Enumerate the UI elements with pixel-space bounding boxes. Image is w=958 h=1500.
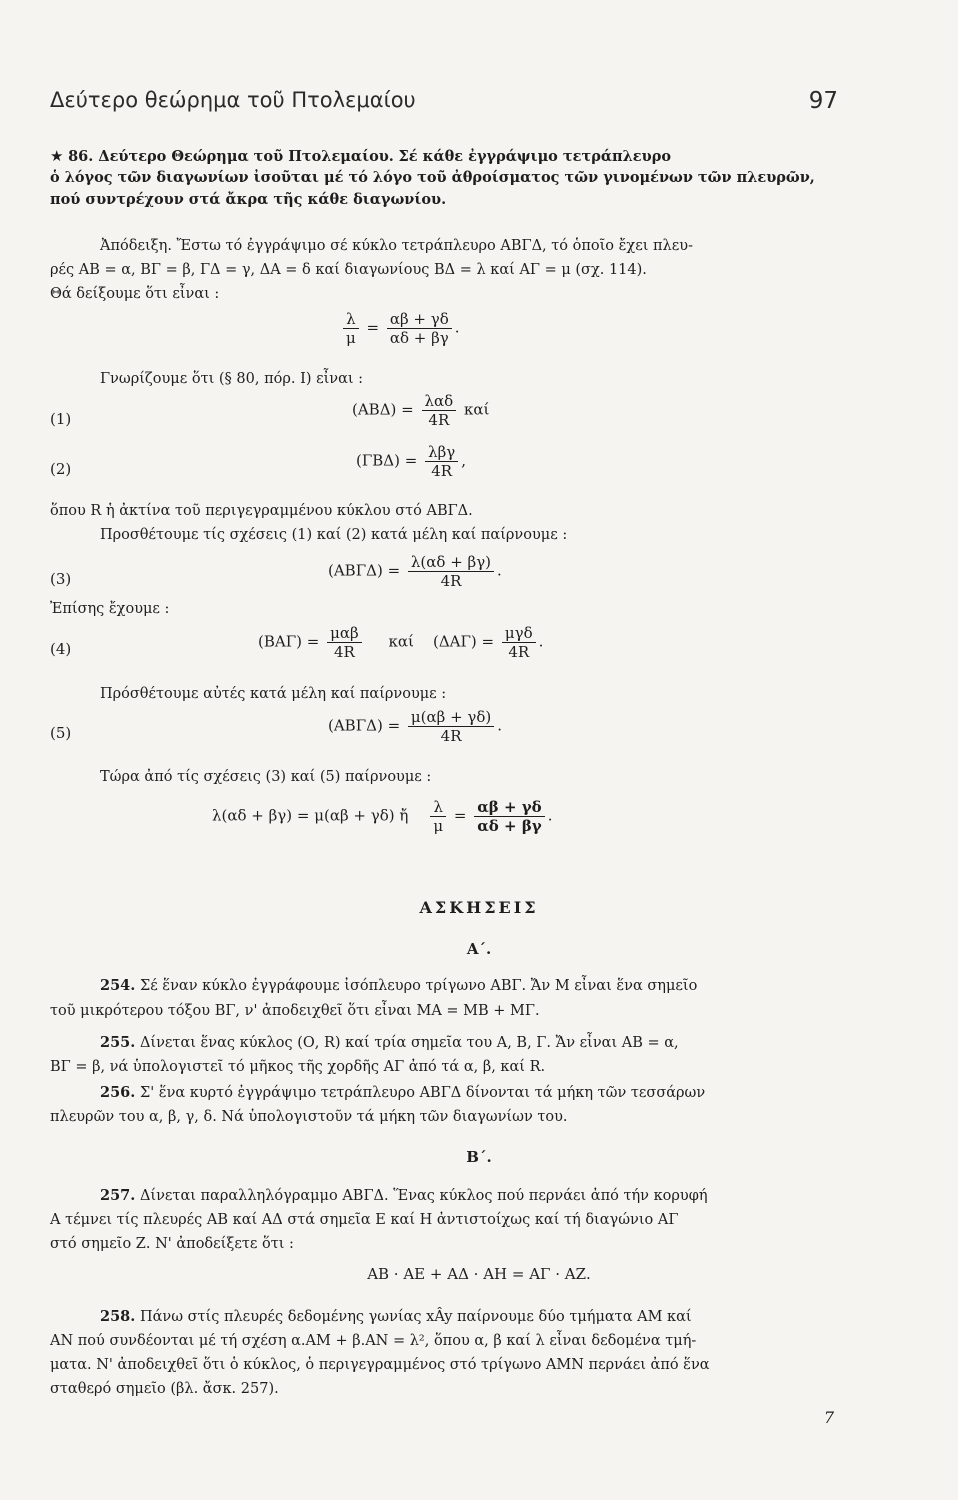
exercise-258-line-3: ματα. Ν' ἀποδειχθεῖ ὅτι ὁ κύκλος, ὁ περιγεγραμμένος στό τρίγωνο ΑΜΝ περνάει ἀπό ἕνα bbox=[50, 1357, 710, 1373]
exercise-group-b: Β΄. bbox=[466, 1148, 492, 1166]
page-number: 97 bbox=[808, 88, 838, 114]
eq1-label: (1) bbox=[50, 410, 72, 428]
eq3: (ΑΒΓΔ) = $\frac{\lambda(\alpha\delta + \beta\gamma)}{4R}$ . bbox=[328, 553, 502, 590]
add-text-1: Προσθέτουμε τίς σχέσεις (1) καί (2) κατά μέλη καί παίρνουμε : bbox=[100, 527, 568, 543]
exercise-254: 254. Σέ ἕναν κύκλο ἐγγράφουμε ἰσόπλευρο τρίγωνο ΑΒΓ. Ἄν Μ εἶναι ἕνα σημεῖο bbox=[100, 977, 698, 994]
proof-line-1: Ἀπόδειξη. Ἔστω τό ἐγγράψιμο σέ κύκλο τετράπλευρο ΑΒΓΔ, τό ὁποῖο ἔχει πλευ- bbox=[100, 238, 693, 254]
goal-equation: $\frac{\lambda}{\mu}$ = $\frac{\alpha\beta + \gamma\delta}{\alpha\delta + \beta\gamma}$ . bbox=[340, 310, 460, 347]
eq2-label: (2) bbox=[50, 460, 72, 478]
eq3-label: (3) bbox=[50, 570, 72, 588]
theorem-line-3: πού συντρέχουν στά ἄκρα τῆς κάθε διαγωνίου. bbox=[50, 191, 447, 208]
exercise-258-line-4: σταθερό σημεῖο (βλ. ἄσκ. 257). bbox=[50, 1381, 279, 1397]
eq4: (ΒΑΓ) = $\frac{\text{μαβ}}{4R}$ καί (ΔΑΓ) = $\frac{\text{μγδ}}{4R}$ . bbox=[258, 624, 544, 661]
final-equation: λ(αδ + βγ) = μ(αβ + γδ) ἤ $\frac{\lambda}{\mu}$ = $\frac{\alpha\beta + \gamma\delta}{\alpha\delta + \beta\gamma}$ . bbox=[212, 798, 553, 835]
theorem-heading: 86. Δεύτερο Θεώρημα τοῦ Πτολεμαίου. bbox=[68, 148, 394, 165]
theorem-line-2: ὁ λόγος τῶν διαγωνίων ἰσοῦται μέ τό λόγο τοῦ ἀθροίσματος τῶν γινομένων τῶν πλευρῶν, bbox=[50, 169, 815, 186]
where-text: ὅπου R ἡ ἀκτίνα τοῦ περιγεγραμμένου κύκλου στό ΑΒΓΔ. bbox=[50, 503, 473, 519]
running-header-title: Δεύτερο θεώρημα τοῦ Πτολεμαίου bbox=[50, 88, 416, 112]
exercise-254-cont: τοῦ μικρότερου τόξου ΒΓ, ν' ἀποδειχθεῖ ὅτι εἶναι ΜΑ = ΜΒ + ΜΓ. bbox=[50, 1003, 540, 1019]
eq5: (ΑΒΓΔ) = $\frac{\mu(\alpha\beta + \gamma\delta)}{4R}$ . bbox=[328, 708, 503, 745]
eq1: (ΑΒΔ) = $\frac{\text{λαδ}}{4R}$ καί bbox=[352, 392, 490, 429]
eq4-label: (4) bbox=[50, 640, 72, 658]
star-icon: ★ bbox=[50, 147, 64, 165]
exercise-257-equation: ΑΒ · ΑΕ + ΑΔ · ΑΗ = ΑΓ · ΑΖ. bbox=[367, 1265, 591, 1283]
exercise-255-cont: ΒΓ = β, νά ὑπολογιστεῖ τό μῆκος τῆς χορδῆς ΑΓ ἀπό τά α, β, καί R. bbox=[50, 1059, 546, 1075]
known-text: Γνωρίζουμε ὅτι (§ 80, πόρ. Ι) εἶναι : bbox=[100, 371, 364, 387]
exercise-257-line-2: Α τέμνει τίς πλευρές ΑΒ καί ΑΔ στά σημεῖα Ε καί Η ἀντιστοίχως καί τή διαγώνιο ΑΓ bbox=[50, 1212, 679, 1228]
exercise-group-a: Α΄. bbox=[466, 940, 492, 958]
exercise-257: 257. Δίνεται παραλληλόγραμμο ΑΒΓΔ. Ἕνας κύκλος πού περνάει ἀπό τήν κορυφή bbox=[100, 1187, 708, 1204]
proof-line-2: ρές ΑΒ = α, ΒΓ = β, ΓΔ = γ, ΔΑ = δ καί διαγωνίους ΒΔ = λ καί ΑΓ = μ (σχ. 114). bbox=[50, 262, 647, 278]
eq5-label: (5) bbox=[50, 724, 72, 742]
exercise-256: 256. Σ' ἕνα κυρτό ἐγγράψιμο τετράπλευρο ΑΒΓΔ δίνονται τά μήκη τῶν τεσσάρων bbox=[100, 1084, 706, 1101]
exercise-256-cont: πλευρῶν του α, β, γ, δ. Νά ὑπολογιστοῦν τά μήκη τῶν διαγωνίων του. bbox=[50, 1109, 568, 1125]
exercise-257-line-3: στό σημεῖο Ζ. Ν' ἀποδείξετε ὅτι : bbox=[50, 1236, 294, 1252]
theorem-line-1: Σέ κάθε ἐγγράψιμο τετράπλευρο bbox=[398, 148, 672, 165]
theorem-statement bbox=[50, 145, 840, 168]
exercises-heading: ΑΣΚΗΣΕΙΣ bbox=[419, 898, 539, 917]
exercise-258-line-2: ΑΝ πού συνδέονται μέ τή σχέση α.ΑΜ + β.ΑΝ = λ², ὅπου α, β καί λ εἶναι δεδομένα τμή- bbox=[50, 1333, 697, 1349]
now-text: Τώρα ἀπό τίς σχέσεις (3) καί (5) παίρνουμε : bbox=[100, 769, 432, 785]
exercise-258: 258. Πάνω στίς πλευρές δεδομένης γωνίας xÂy παίρνουμε δύο τμήματα ΑΜ καί bbox=[100, 1308, 692, 1325]
signature-mark: 7 bbox=[823, 1408, 834, 1427]
proof-line-3: Θά δείξουμε ὅτι εἶναι : bbox=[50, 286, 220, 302]
add-text-2: Πρόσθέτουμε αὐτές κατά μέλη καί παίρνουμε : bbox=[100, 686, 447, 702]
eq2: (ΓΒΔ) = $\frac{\text{λβγ}}{4R}$ , bbox=[356, 443, 467, 480]
exercise-255: 255. Δίνεται ἕνας κύκλος (Ο, R) καί τρία σημεῖα του Α, Β, Γ. Ἄν εἶναι ΑΒ = α, bbox=[100, 1034, 679, 1051]
also-text: Ἐπίσης ἔχουμε : bbox=[50, 601, 170, 617]
